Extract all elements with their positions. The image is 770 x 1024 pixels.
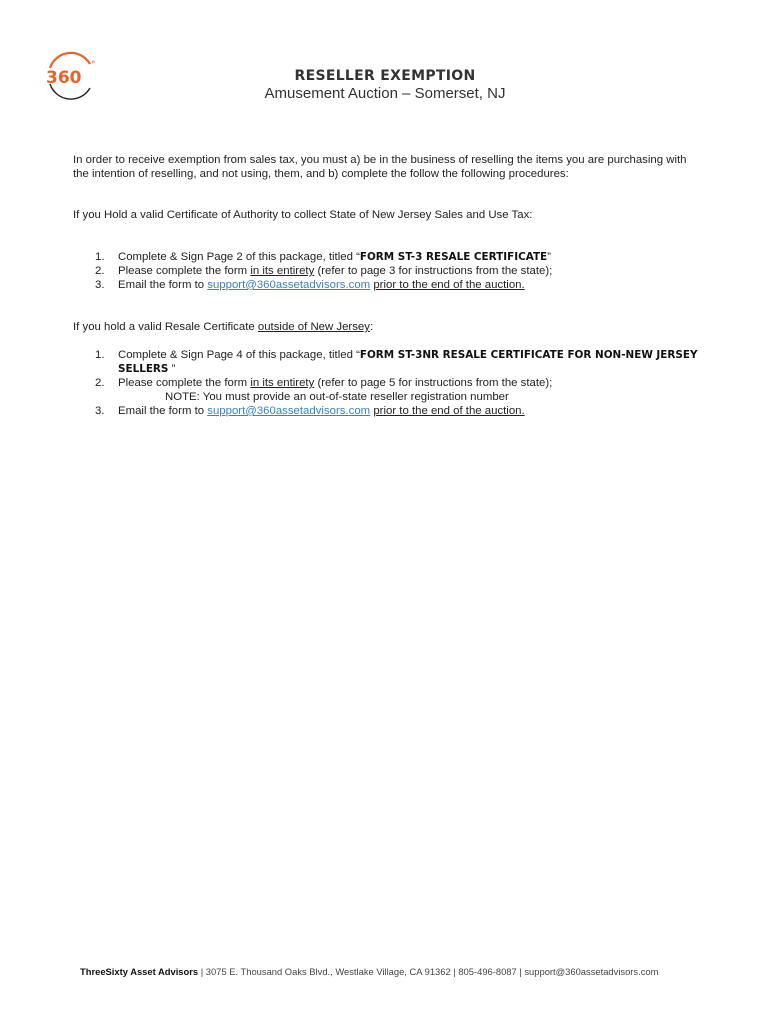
out-of-state-section-heading xyxy=(73,320,703,334)
support-email-link[interactable]: support@360assetadvisors.com xyxy=(207,279,371,291)
list-number: 3. xyxy=(95,279,105,291)
list-text: (refer to page 5 for instructions from the state); xyxy=(314,377,553,389)
form-name: FORM ST-3 RESALE CERTIFICATE xyxy=(359,251,548,263)
list-item xyxy=(73,250,703,264)
document-subtitle: Amusement Auction – Somerset, NJ xyxy=(264,85,506,102)
support-email-link[interactable]: support@360assetadvisors.com xyxy=(207,405,371,417)
list-text: ” xyxy=(547,251,551,263)
list-item xyxy=(73,278,703,292)
list-text: ” xyxy=(168,363,176,375)
list-item xyxy=(73,264,703,278)
logo-degree: ° xyxy=(91,60,96,70)
nj-procedure-list xyxy=(73,250,703,292)
list-text: Email the form to xyxy=(118,405,208,417)
document-title: RESELLER EXEMPTION xyxy=(294,68,476,84)
list-text: Complete & Sign Page 2 of this package, titled “ xyxy=(118,251,360,263)
heading-text: : xyxy=(369,321,374,333)
list-text: Email the form to xyxy=(118,279,208,291)
list-item xyxy=(73,348,703,376)
intro-paragraph: In order to receive exemption from sales tax, you must a) be in the business of reselling the items you are purchasing with the intention of reselling, and not using, them, and b) complete the follow the following procedures: xyxy=(73,154,687,180)
deadline-text: prior to the end of the auction. xyxy=(373,405,525,417)
emphasis-text: in its entirety xyxy=(250,377,315,389)
heading-emphasis: outside of New Jersey xyxy=(257,321,370,333)
list-number: 3. xyxy=(95,405,105,417)
footer-company-name: ThreeSixty Asset Advisors xyxy=(80,966,199,977)
list-text: (refer to page 3 for instructions from the state); xyxy=(314,265,553,277)
heading-text: If you hold a valid Resale Certificate xyxy=(73,321,258,333)
list-text: Please complete the form xyxy=(118,265,251,277)
list-item xyxy=(73,404,703,418)
nj-section-heading: If you Hold a valid Certificate of Authority to collect State of New Jersey Sales and Use Tax: xyxy=(73,209,533,221)
list-text: Complete & Sign Page 4 of this package, titled “ xyxy=(118,349,360,361)
footer-contact-details: | 3075 E. Thousand Oaks Blvd., Westlake Village, CA 91362 | 805-496-8087 | support@360assetadvisors.com xyxy=(198,966,659,977)
list-number: 2. xyxy=(95,265,105,277)
list-item xyxy=(73,376,703,390)
deadline-text: prior to the end of the auction. xyxy=(373,279,525,291)
logo-text: 360 xyxy=(46,68,82,88)
emphasis-text: in its entirety xyxy=(250,265,315,277)
list-number: 2. xyxy=(95,377,105,389)
list-number: 1. xyxy=(95,349,105,361)
registration-note: NOTE: You must provide an out-of-state reseller registration number xyxy=(165,391,509,403)
list-number: 1. xyxy=(95,251,105,263)
list-text: Please complete the form xyxy=(118,377,251,389)
out-of-state-procedure-list xyxy=(73,348,703,418)
page-footer xyxy=(80,966,720,977)
form-name: FORM ST-3NR RESALE CERTIFICATE FOR NON-NEW JERSEY SELLERS xyxy=(118,349,698,375)
